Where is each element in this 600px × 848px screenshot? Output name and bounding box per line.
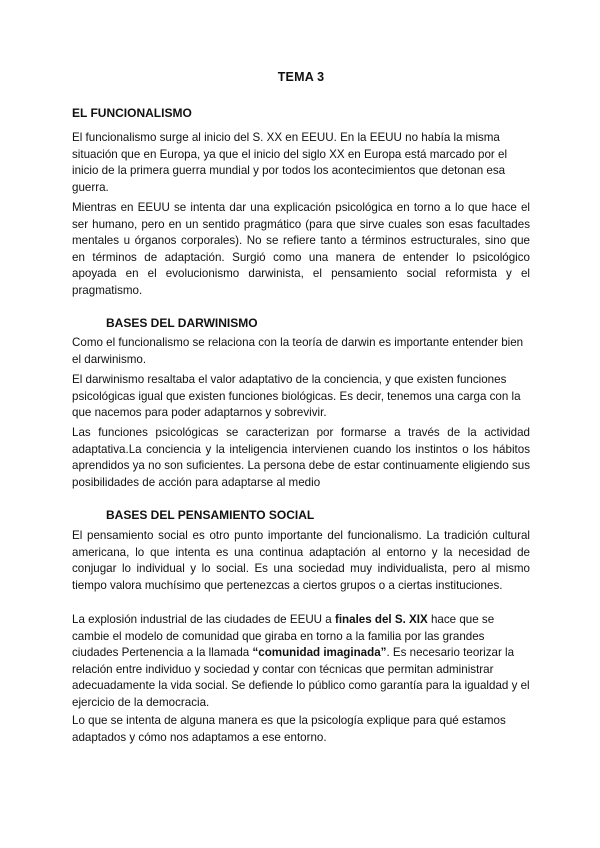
social-2-bold-finales: finales del S. XIX <box>334 613 428 626</box>
heading-darwinismo: BASES DEL DARWINISMO <box>106 316 258 330</box>
paragraph-social-2 <box>72 612 530 711</box>
heading-funcionalismo: EL FUNCIONALISMO <box>72 106 192 120</box>
paragraph-darwin-3: Las funciones psicológicas se caracterizan por formarse a través de la actividad adaptativa.La conciencia y la inteligencia intervienen cuando los instintos o los hábitos aprendidos ya no son suficientes. La persona debe de estar continuamente eligiendo sus posibilidades de acción para adaptarse al medio <box>72 426 530 489</box>
social-2-part-e: . Es necesario teorizar la relación entre individuo y sociedad y contar con técnicas que permitan administrar adecuadamente la vida social. Se defiende lo público como garantía para la igualdad y el ejercicio de la democracia. <box>72 646 530 709</box>
paragraph-social-1: El pensamiento social es otro punto importante del funcionalismo. La tradición cultural americana, lo que intenta es una continua adaptación al entorno y la necesidad de conjugar lo individual y lo social. Es una sociedad muy individualista, pero al mismo tiempo valora muchísimo que pertenezcas a ciertos grupos o a ciertas instituciones. <box>72 529 530 592</box>
page-title: TEMA 3 <box>277 70 325 84</box>
social-2-part-a: La explosión industrial de las ciudades de EEUU a <box>72 613 335 626</box>
document-page <box>72 0 530 848</box>
paragraph-social-3: Lo que se intenta de alguna manera es que la psicología explique para qué estamos adaptados y cómo nos adaptamos a ese entorno. <box>72 714 506 744</box>
heading-pensamiento-social: BASES DEL PENSAMIENTO SOCIAL <box>106 508 315 522</box>
social-2-part-c: hace que se cambie el modelo de comunidad que giraba en torno a la familia por las grandes ciudades Pertenencia a la llamada <box>72 613 495 659</box>
paragraph-darwin-1: Como el funcionalismo se relaciona con la teoría de darwin es importante entender bien el darwinismo. <box>72 336 524 366</box>
paragraph-darwin-2: El darwinismo resaltaba el valor adaptativo de la conciencia, y que existen funciones psicológicas igual que existen funciones biológicas. Es decir, tenemos una carga con la que nacemos para poder adaptarnos y sobrevivir. <box>72 373 521 419</box>
paragraph-eeuu: Mientras en EEUU se intenta dar una explicación psicológica en torno a lo que hace el ser humano, pero en un sentido pragmático (para que sirve cuales son esas facultades mentales u órganos corporales). No se refiere tanto a términos estructurales, sino que en términos de adaptación. Surgió como una manera de entender lo psicológico apoyada en el evolucionismo darwinista, el pensamiento social reformista y el pragmatismo. <box>72 201 530 297</box>
social-2-bold-comunidad: “comunidad imaginada” <box>252 646 387 659</box>
paragraph-intro: El funcionalismo surge al inicio del S. XX en EEUU. En la EEUU no había la misma situación que en Europa, ya que el inicio del siglo XX en Europa está marcado por el inicio de la primera guerra mundial y por todos los acontecimientos que detonan esa guerra. <box>72 131 508 194</box>
